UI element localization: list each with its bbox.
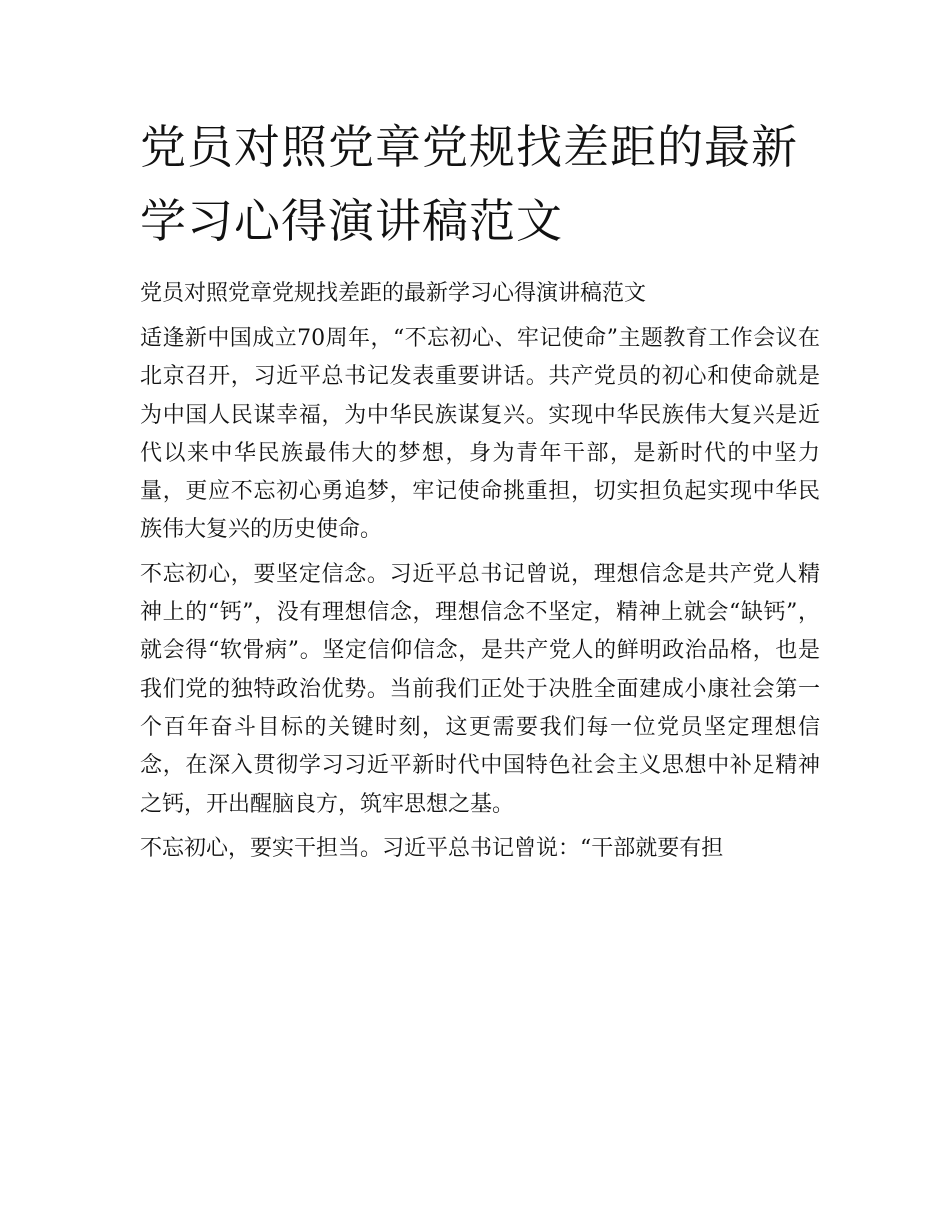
paragraph-1: 适逢新中国成立70周年，“不忘初心、牢记使命”主题教育工作会议在北京召开，习近平总书记发表重要讲话。共产党员的初心和使命就是为中国人民谋幸福，为中华民族谋复兴。实现中华民族伟大复兴是近代以来中华民族最伟大的梦想，身为青年干部，是新时代的中坚力量，更应不忘初心勇追梦，牢记使命挑重担，切实担负起实现中华民族伟大复兴的历史使命。 xyxy=(140,326,820,543)
paragraph-3: 不忘初心，要实干担当。习近平总书记曾说：“干部就要有担 xyxy=(140,835,724,861)
document-subtitle: 党员对照党章党规找差距的最新学习心得演讲稿范文 xyxy=(140,281,647,306)
document-title: 党员对照党章党规找差距的最新学习心得演讲稿范文 xyxy=(140,120,798,248)
paragraph-2: 不忘初心，要坚定信念。习近平总书记曾说，理想信念是共产党人精神上的“钙”，没有理想信念，理想信念不坚定，精神上就会“缺钙”，就会得“软骨病”。坚定信仰信念，是共产党人的鲜明政治品格，也是我们党的独特政治优势。当前我们正处于决胜全面建成小康社会第一个百年奋斗目标的关键时刻，这更需要我们每一位党员坚定理想信念，在深入贯彻学习习近平新时代中国特色社会主义思想中补足精神之钙，开出醒脑良方，筑牢思想之基。 xyxy=(140,561,820,817)
document-page xyxy=(140,110,820,874)
